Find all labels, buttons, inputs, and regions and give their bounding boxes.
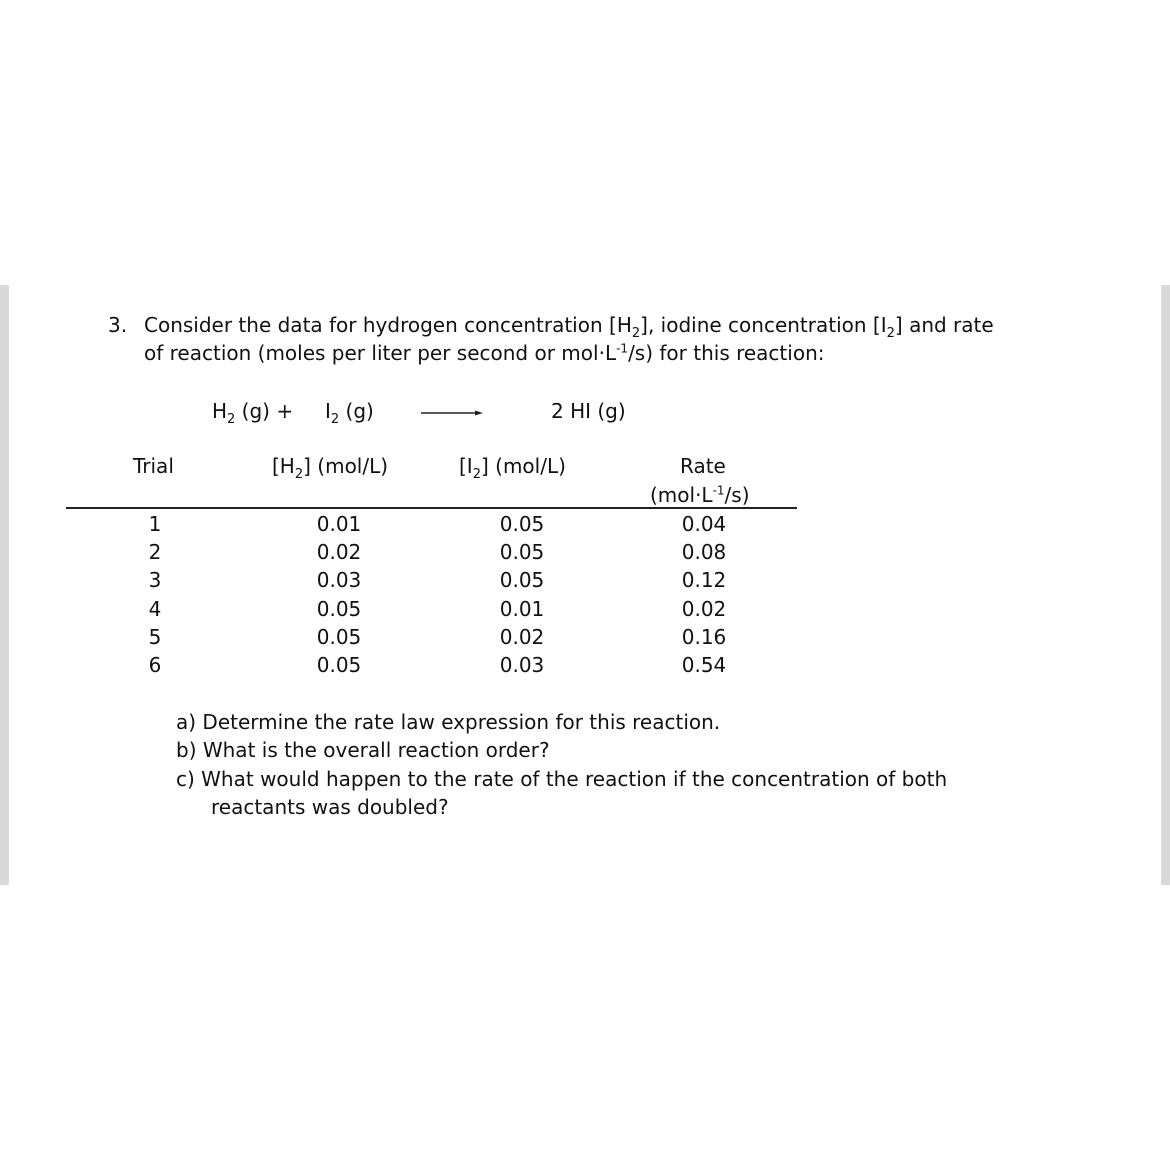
table-cell-trial: 5 (148, 625, 162, 649)
page-right-edge (1161, 285, 1170, 885)
document-page (0, 285, 1170, 885)
header-rate: Rate (680, 454, 726, 478)
page-left-edge (0, 285, 9, 885)
table-cell-trial: 2 (148, 540, 162, 564)
subquestion-c: c) What would happen to the rate of the reaction if the concentration of both (176, 767, 948, 791)
table-cell-trial: 3 (148, 568, 162, 592)
table-cell-i2: 0.02 (499, 625, 545, 649)
table-cell-rate: 0.02 (681, 597, 727, 621)
table-cell-rate: 0.04 (681, 512, 727, 536)
equation-reactant-i2: $I_2$ (g) (325, 399, 374, 427)
question-number: 3. (108, 313, 128, 337)
table-cell-h2: 0.02 (316, 540, 362, 564)
header-i2-concentration: $[I_2]$ (mol/L) (459, 454, 566, 482)
table-cell-trial: 4 (148, 597, 162, 621)
equation-reactant-h2: $H_2$ (g) + (212, 399, 294, 427)
table-cell-rate: 0.12 (681, 568, 727, 592)
table-cell-h2: 0.03 (316, 568, 362, 592)
table-cell-trial: 6 (148, 653, 162, 677)
table-cell-rate: 0.54 (681, 653, 727, 677)
subquestion-a: a) Determine the rate law expression for this reaction. (176, 710, 721, 734)
table-cell-h2: 0.05 (316, 625, 362, 649)
table-cell-trial: 1 (148, 512, 162, 536)
reaction-arrow-icon (421, 409, 483, 417)
header-trial: Trial (133, 454, 174, 478)
table-cell-i2: 0.01 (499, 597, 545, 621)
subquestion-b: b) What is the overall reaction order? (176, 738, 550, 762)
header-rate-unit: $(mol\cdot L^{-1}/s)$ (650, 483, 750, 507)
question-text-line-2: of reaction (moles per liter per second or $mol\cdot L^{-1}/s$) for this reaction: (144, 341, 825, 365)
question-text-line-1: Consider the data for hydrogen concentration $[H_2]$, iodine concentration $[I_2]$ and rate (144, 313, 994, 341)
table-cell-i2: 0.05 (499, 568, 545, 592)
equation-product: 2 HI (g) (551, 399, 626, 423)
table-cell-i2: 0.05 (499, 512, 545, 536)
table-cell-h2: 0.01 (316, 512, 362, 536)
table-cell-h2: 0.05 (316, 653, 362, 677)
table-cell-rate: 0.16 (681, 625, 727, 649)
table-cell-rate: 0.08 (681, 540, 727, 564)
table-header-rule (66, 507, 797, 509)
table-cell-h2: 0.05 (316, 597, 362, 621)
header-h2-concentration: $[H_2]$ (mol/L) (272, 454, 389, 482)
subquestion-c-continued: reactants was doubled? (211, 795, 449, 819)
table-cell-i2: 0.03 (499, 653, 545, 677)
table-cell-i2: 0.05 (499, 540, 545, 564)
